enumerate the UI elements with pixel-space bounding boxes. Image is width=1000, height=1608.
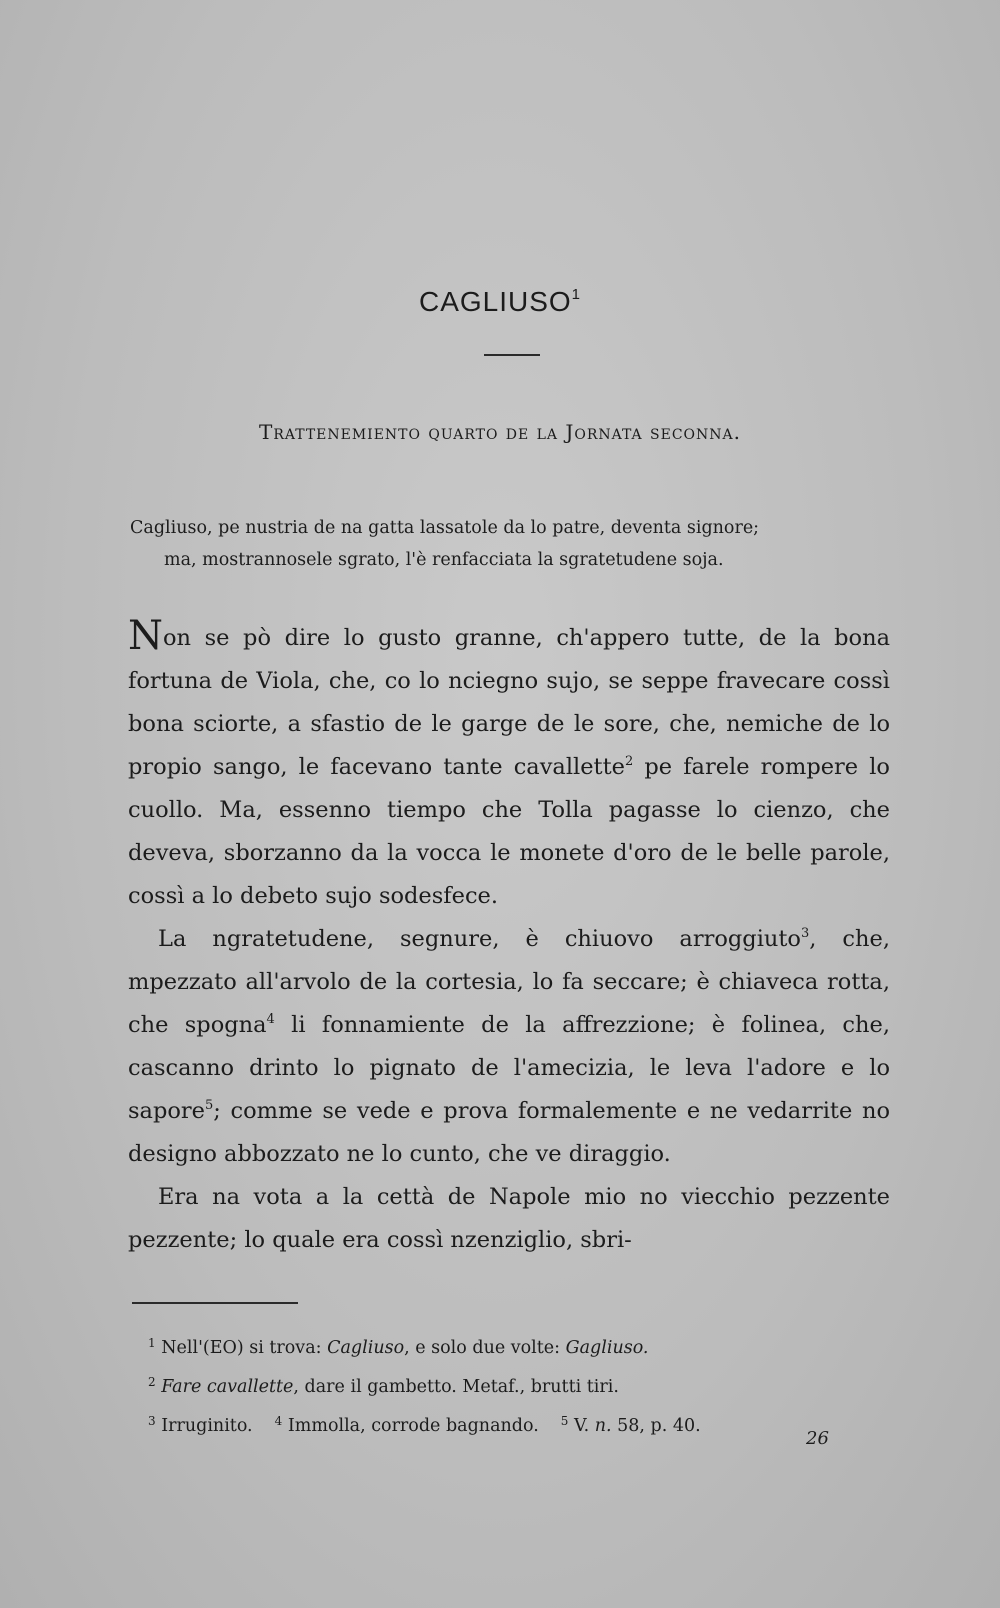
footnote-5-italic: n. (594, 1416, 612, 1436)
footnote-2-text: , dare il gambetto. Metaf., brutti tiri. (293, 1377, 619, 1397)
paragraph-2-text-b: , che, mpezzato all'arvolo de la cortesia, lo fa seccare; è chiaveca rotta, che spogna (128, 926, 890, 1038)
paragraph-3-text: Era na vota a la cettà de Napole mio no viecchio pezzente pezzente; lo quale era cossì nzenziglio, sbri- (128, 1184, 890, 1253)
paragraph-2 (128, 918, 890, 1176)
footnotes (148, 1326, 908, 1443)
paragraph-2-text-c: li fonnamiente de la affrezzione; è folinea, che, cascanno drinto lo pignato de l'amecizia, le leva l'adore e lo sapore (128, 1012, 890, 1124)
summary-line-2: ma, mostrannosele sgrato, l'è renfacciata la sgratetudene soja. (164, 550, 724, 570)
footnote-1-number: 1 (148, 1336, 156, 1350)
footnote-ref-2: 2 (624, 754, 634, 769)
footnote-ref-3: 3 (800, 926, 810, 941)
page-number: 26 (806, 1428, 829, 1449)
footnote-3-number: 3 (148, 1414, 156, 1428)
drop-initial: N (128, 613, 163, 659)
summary-line-1: Cagliuso, pe nustria de na gatta lassatole da lo patre, deventa signore; (130, 518, 760, 538)
paragraph-1-text-b: pe farele rompere lo cuollo. Ma, essenno tiempo che Tolla pagasse lo cienzo, che deveva, sborzanno da la vocca le monete d'oro de le belle parole, cossì a lo debeto sujo sodesfece. (128, 754, 890, 909)
chapter-summary (130, 512, 890, 576)
footnote-5-tail: 58, p. 40. (611, 1416, 701, 1436)
chapter-title-text: CAGLIUSO (418, 286, 572, 317)
paragraph-2-text-d: ; comme se vede e prova formalemente e ne vedarrite no designo abbozzato ne lo cunto, che ve diraggio. (128, 1098, 890, 1167)
footnote-1 (148, 1326, 908, 1365)
footnote-5-text: V. (573, 1416, 595, 1436)
chapter-title (0, 286, 1000, 318)
footnote-3-5 (148, 1404, 908, 1443)
title-rule (484, 354, 540, 356)
footnote-ref-4: 4 (266, 1012, 275, 1027)
footnote-1-italic-b: Gagliuso. (565, 1338, 649, 1358)
title-footnote-marker: 1 (571, 286, 582, 303)
footnote-3-text: Irruginito. (161, 1416, 253, 1436)
footnote-1-text: Nell'(EO) si trova: (161, 1338, 328, 1358)
footnote-2-italic: Fare cavallette (161, 1377, 294, 1397)
paragraph-3 (128, 1176, 890, 1262)
paragraph-1-text-a: on se pò dire lo gusto granne, ch'appero tutte, de la bona fortuna de Viola, che, co lo nciegno sujo, se seppe fravecare cossì bona sciorte, a sfastio de le garge de le sore, che, nemiche de lo propio sango, le facevano tante cavallette (128, 625, 890, 780)
footnote-2 (148, 1365, 908, 1404)
footnote-1-text-mid: , e solo due volte: (404, 1338, 566, 1358)
footnote-2-number: 2 (148, 1375, 156, 1389)
chapter-subtitle (0, 420, 1000, 444)
chapter-subtitle-text: Trattenemiento quarto de la Jornata seconna. (259, 420, 741, 444)
paragraph-1 (128, 613, 890, 918)
footnote-ref-5: 5 (204, 1098, 214, 1113)
footnote-rule (132, 1302, 298, 1304)
footnote-4-number: 4 (274, 1414, 283, 1428)
body-text (128, 613, 890, 1262)
footnote-4-text: Immolla, corrode bagnando. (287, 1416, 539, 1436)
paragraph-2-text-a: La ngratetudene, segnure, è chiuovo arroggiuto (158, 926, 801, 952)
footnote-1-italic-a: Cagliuso (327, 1338, 405, 1358)
footnote-5-number: 5 (560, 1414, 569, 1428)
